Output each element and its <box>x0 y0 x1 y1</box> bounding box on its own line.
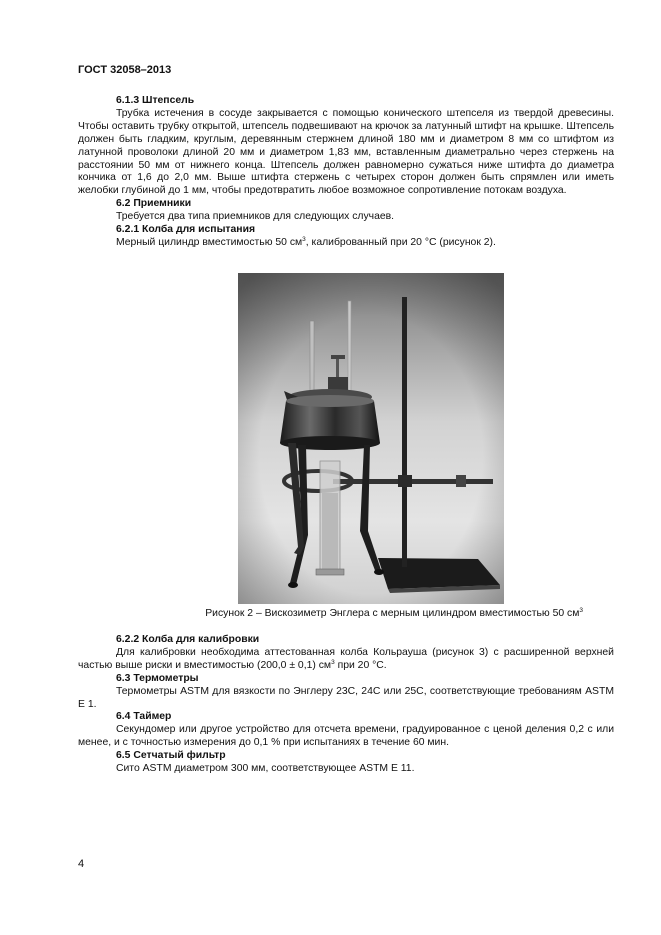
section-6-5-title: 6.5 Сетчатый фильтр <box>116 750 226 762</box>
figure-2-caption: Рисунок 2 – Вискозиметр Энглера с мерным цилиндром вместимостью 50 $см^3$ <box>205 607 583 619</box>
section-6-4-body: Секундомер или другое устройство для отсчета времени, градуированное с ценой деления 0,2 с или менее, и с точностью измерения до 0,1 % при испытаниях в течение 60 мин. <box>78 724 614 749</box>
standard-header: ГОСТ 32058–2013 <box>78 64 172 76</box>
section-6-2-body: Требуется два типа приемников для следующих случаев. <box>116 211 395 223</box>
section-6-5-body: Сито ASTM диаметром 300 мм, соответствующее ASTM E 11. <box>116 763 415 775</box>
lower-text-block <box>78 634 614 776</box>
upper-text-block <box>78 95 614 250</box>
section-6-2-1-body: Мерный цилиндр вместимостью 50 $см^3$, калиброванный при 20 °С (рисунок 2). <box>116 235 496 248</box>
section-6-4-title: 6.4 Таймер <box>116 711 172 723</box>
section-6-1-3-body: Трубка истечения в сосуде закрывается с помощью конического штепселя из твердой древесины. Чтобы оставить трубку открытой, штепсель подвешивают на крючок за латунный штифт на крышке. Штепсель должен быть гладким, круглым, деревянным стержнем длиной 180 мм и диаметром 8 мм со штифтом из латунной проволоки длиной 20 мм и диаметром 1,83 мм, вставленным диаметрально через стержень на расстоянии 50 мм от нижнего конца. Штепсель должен равномерно сужаться ниже штифта до диаметра кончика от 1,6 до 2,0 мм. Выше штифта стержень с четырех сторон должен быть спрямлен или иметь желобки глубиной до 1 мм, чтобы предотвратить любое возможное сопротивление потокам воздуха. <box>78 107 614 197</box>
engler-viscometer-photo <box>238 273 504 604</box>
section-6-2-2-body: Для калибровки необходима аттестованная колба Кольрауша (рисунок 3) с расширенной верхней частью выше риски и вместимостью (200,0 ± 0,1) $см^3$ при 20 °С. <box>78 646 614 671</box>
section-6-3-title: 6.3 Термометры <box>116 672 199 684</box>
section-6-2-2-title: 6.2.2 Колба для калибровки <box>116 634 260 645</box>
section-6-2-title: 6.2 Приемники <box>116 198 192 210</box>
section-6-2-1-title: 6.2.1 Колба для испытания <box>116 224 256 236</box>
section-6-3-body: Термометры ASTM для вязкости по Энглеру 23С, 24С или 25С, соответствующие требованиям ASTM E 1. <box>78 685 614 710</box>
section-6-1-3-title: 6.1.3 Штепсель <box>116 95 195 106</box>
page-number: 4 <box>78 858 85 870</box>
